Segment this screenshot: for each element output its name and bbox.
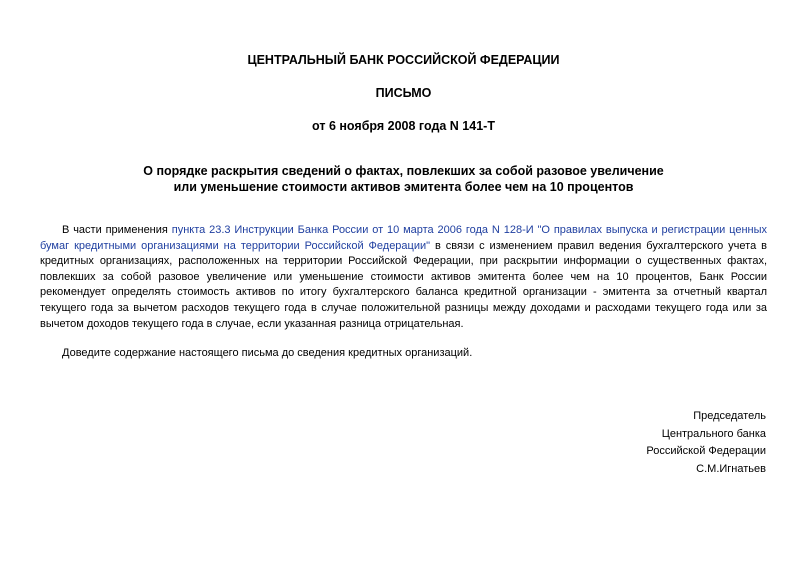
body-paragraph-1 (40, 223, 767, 332)
paragraph-1-suffix: в связи с изменением правил ведения бухгалтерского учета в кредитных организациях, расположенных на территории Российской Федерации, при раскрытии информации о существенных фактах, повлекших за собой разовое увеличение или уменьшение стоимости активов эмитента более чем на 10 процентов, Банк России рекомендует определять стоимость активов по итогу бухгалтерского баланса кредитной организации - эмитента за отчетный квартал текущего года за вычетом расходов текущего года в случае положительной разницы между доходами и расходами текущего года или за вычетом доходов текущего года в случае, если указанная разница отрицательная. (40, 239, 767, 330)
signature-position: Председатель (693, 410, 766, 422)
document-title-line-2: или уменьшение стоимости активов эмитента более чем на 10 процентов (173, 180, 634, 194)
document-title (0, 163, 807, 195)
document-date-number: от 6 ноября 2008 года N 141-Т (312, 119, 495, 133)
signature-organization: Центрального банка (661, 427, 766, 440)
document-type: ПИСЬМО (375, 86, 432, 100)
issuer-heading: ЦЕНТРАЛЬНЫЙ БАНК РОССИЙСКОЙ ФЕДЕРАЦИИ (247, 53, 560, 67)
paragraph-1-prefix: В части применения (62, 224, 172, 236)
signature-block (646, 408, 766, 478)
instruction-128-i-link[interactable]: пункта 23.3 Инструкции Банка России от 10 марта 2006 года N 128-И "О правилах выпуска и регистрации ценных бумаг кредитными организациями на территории Российской Федерации" (40, 224, 768, 252)
signatory-name: С.М.Игнатьев (696, 462, 766, 475)
body-paragraph-2: Доведите содержание настоящего письма до сведения кредитных организаций. (62, 347, 473, 359)
signature-country: Российской Федерации (646, 445, 766, 457)
document-title-line-1: О порядке раскрытия сведений о фактах, повлекших за собой разовое увеличение (143, 164, 664, 178)
